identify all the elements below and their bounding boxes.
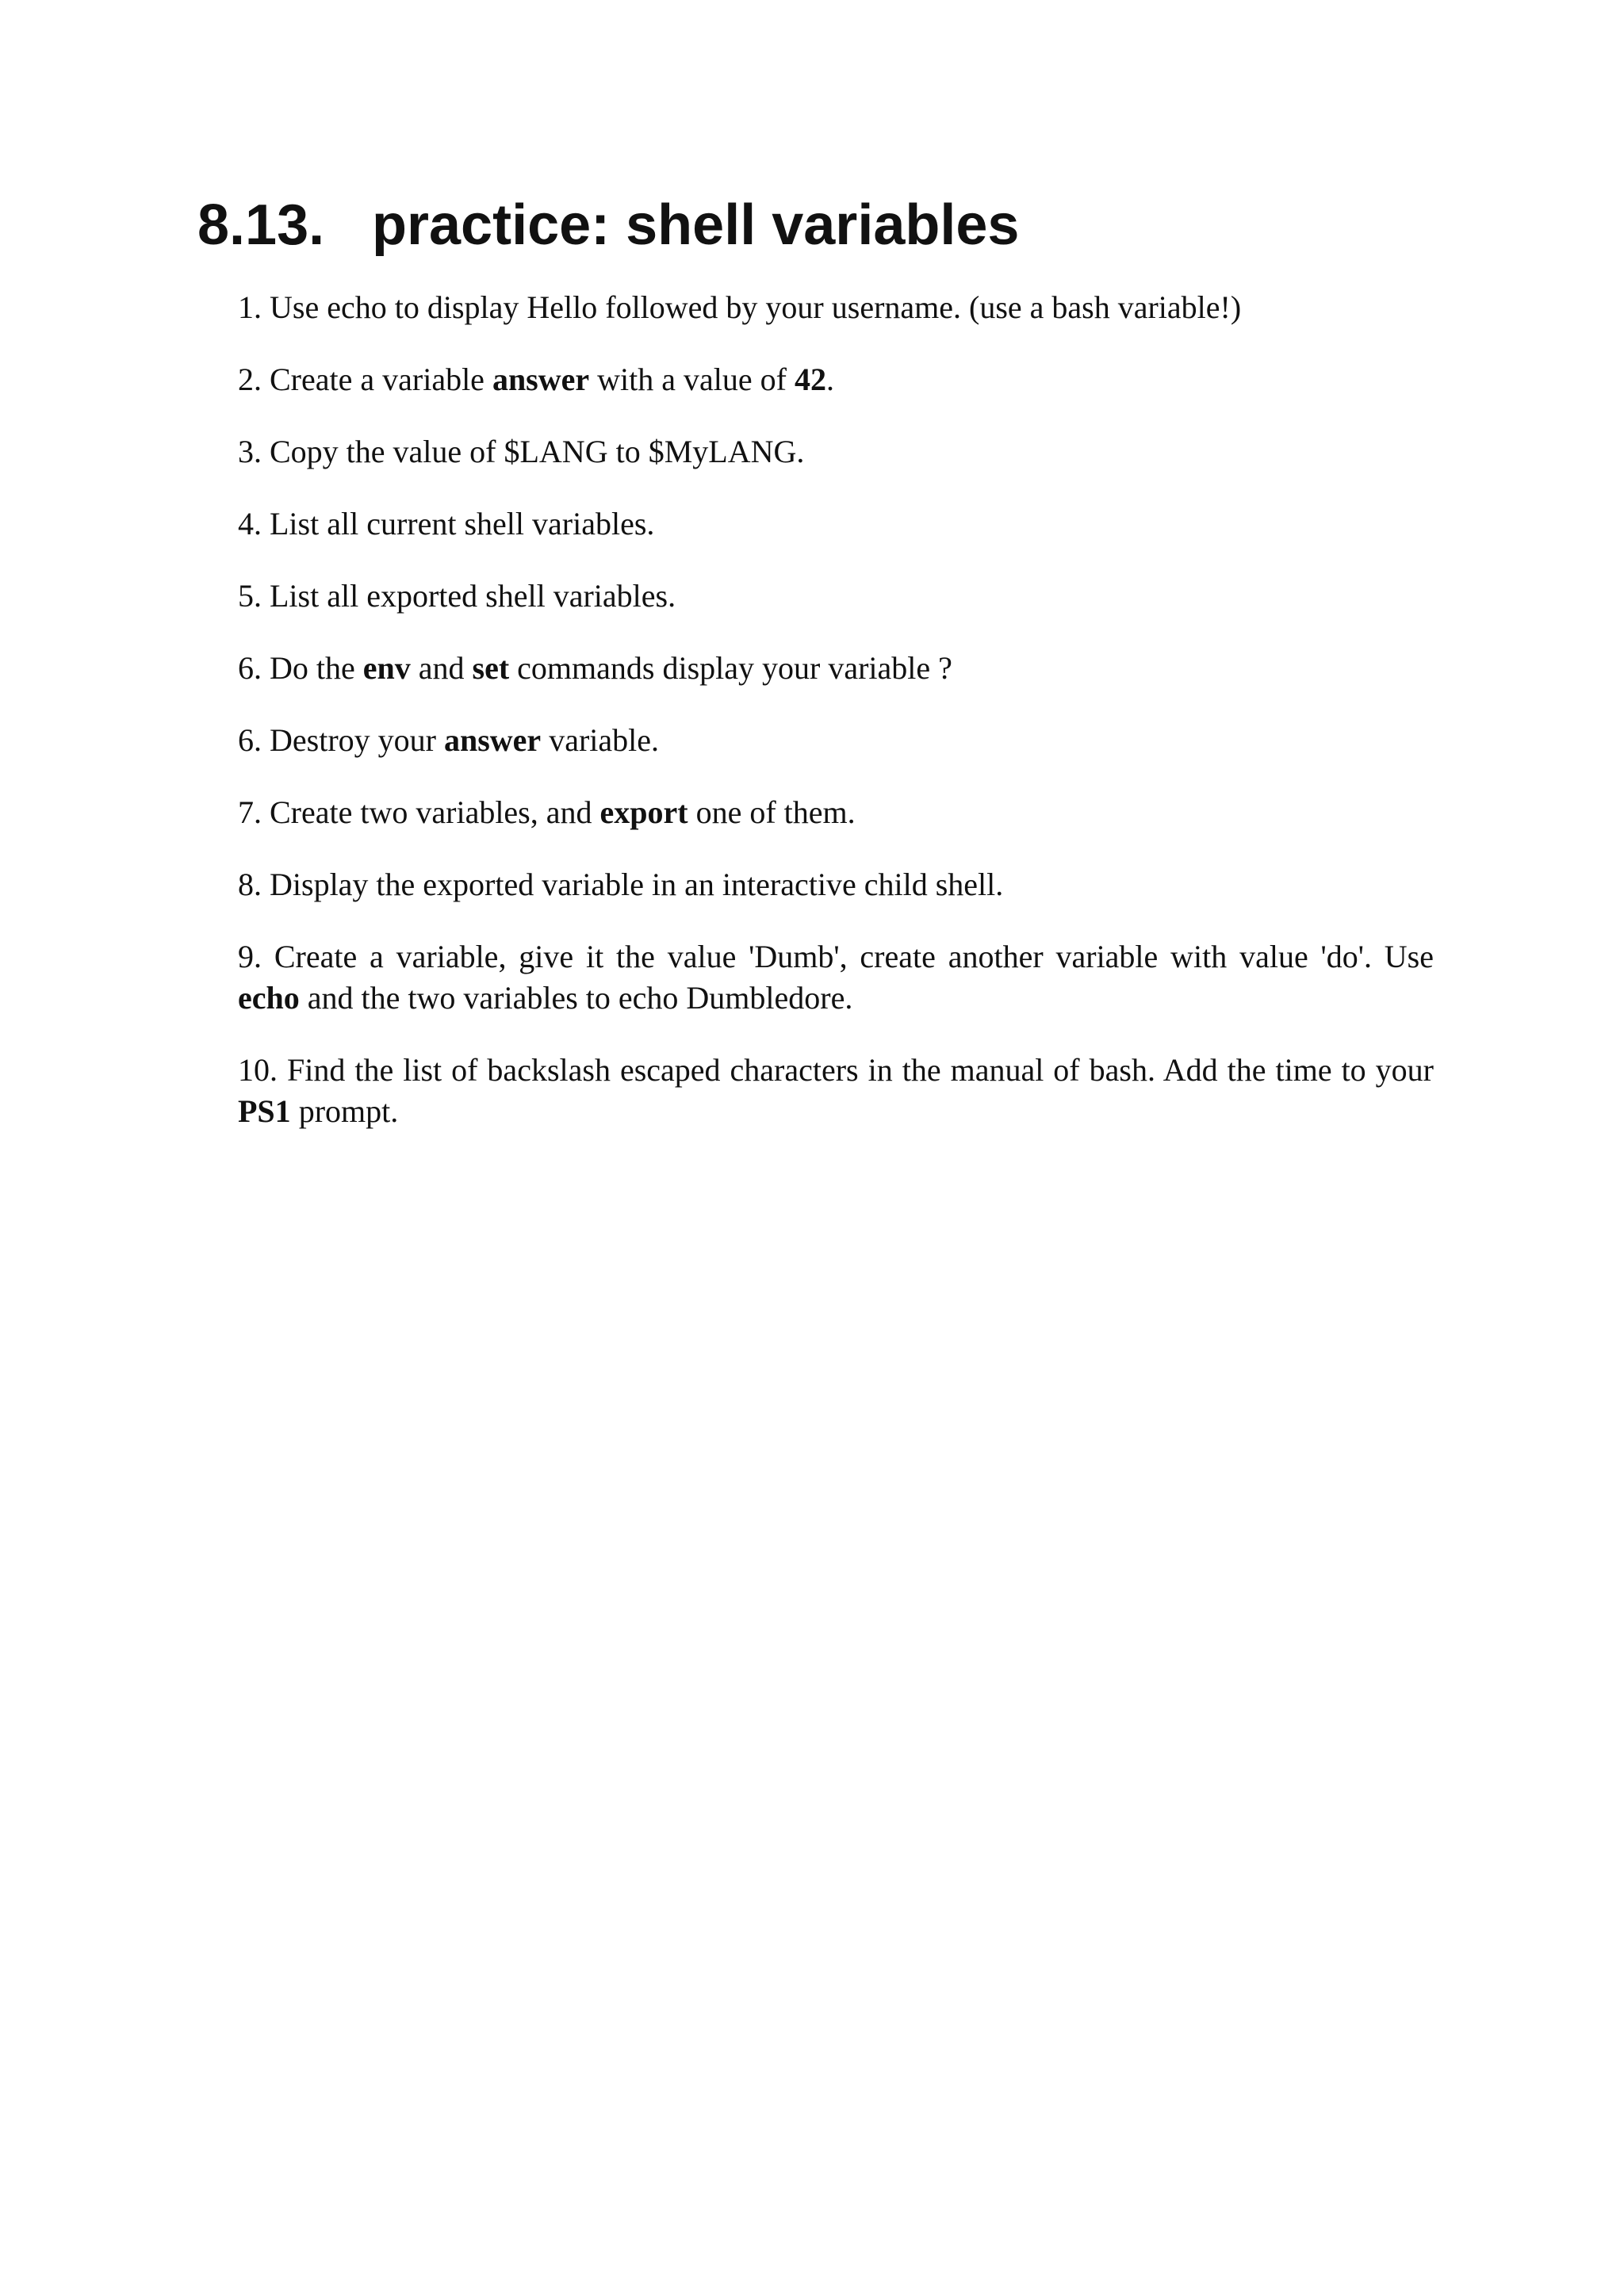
- exercise-text: 3. Copy the value of $LANG to $MyLANG.: [238, 434, 805, 469]
- exercise-item: [238, 431, 1434, 473]
- exercise-item: [238, 936, 1434, 1019]
- exercise-text: 5. List all exported shell variables.: [238, 578, 676, 614]
- exercise-text: 1. Use echo to display Hello followed by your username. (use a bash variable!): [238, 289, 1242, 325]
- exercise-text: 8. Display the exported variable in an interactive child shell.: [238, 867, 1004, 902]
- exercise-text: and the two variables to echo Dumbledore.: [299, 980, 853, 1016]
- section-title: practice: shell variables: [372, 193, 1020, 257]
- exercise-text: 9. Create a variable, give it the value 'Dumb', create another variable with value 'do'. Use: [238, 939, 1434, 974]
- exercise-text: .: [825, 362, 834, 397]
- exercise-text: one of them.: [688, 794, 856, 830]
- exercise-keyword: set: [472, 650, 510, 686]
- section-heading: [197, 184, 1019, 266]
- exercise-item: [238, 1050, 1434, 1132]
- exercise-text: 6. Do the: [238, 650, 363, 686]
- exercise-keyword: PS1: [238, 1093, 291, 1129]
- exercise-text: commands display your variable ?: [509, 650, 952, 686]
- exercise-item: [238, 576, 1434, 617]
- exercise-item: [238, 792, 1434, 833]
- exercise-list: [238, 287, 1434, 1163]
- section-number: 8.13.: [197, 193, 325, 257]
- exercise-keyword: env: [362, 650, 411, 686]
- exercise-item: [238, 287, 1434, 328]
- exercise-keyword: answer: [443, 722, 542, 758]
- exercise-item: [238, 648, 1434, 689]
- exercise-keyword: echo: [238, 980, 300, 1016]
- exercise-item: [238, 503, 1434, 545]
- exercise-item: [238, 720, 1434, 761]
- exercise-item: [238, 864, 1434, 905]
- exercise-keyword: answer: [492, 362, 590, 397]
- exercise-keyword: export: [599, 794, 688, 830]
- exercise-text: 10. Find the list of backslash escaped characters in the manual of bash. Add the time to your: [238, 1052, 1434, 1088]
- exercise-text: 2. Create a variable: [238, 362, 492, 397]
- exercise-text: prompt.: [290, 1093, 399, 1129]
- exercise-text: 7. Create two variables, and: [238, 794, 600, 830]
- exercise-text: variable.: [541, 722, 659, 758]
- exercise-keyword: 42: [794, 362, 826, 397]
- exercise-text: with a value of: [589, 362, 795, 397]
- exercise-text: 4. List all current shell variables.: [238, 506, 655, 541]
- exercise-text: 6. Destroy your: [238, 722, 444, 758]
- exercise-item: [238, 359, 1434, 400]
- exercise-text: and: [410, 650, 473, 686]
